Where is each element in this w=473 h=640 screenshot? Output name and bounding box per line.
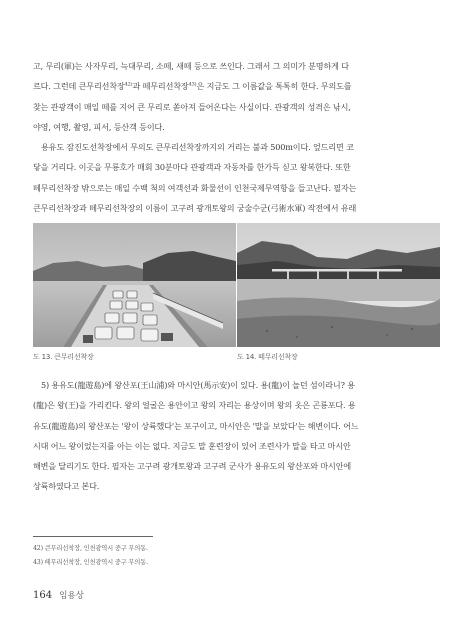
page-footer	[33, 589, 84, 601]
text-line: 해변을 달리기도 한다. 필자는 고구려 광개토왕과 고구려 군사가 용유도의 왕산포와 마시안에	[33, 461, 352, 472]
text-line: 시대 어느 왕이었는지를 아는 이는 없다. 지금도 말 훈련장이 있어 조련사가 말을 타고 마시안	[33, 440, 351, 451]
text-line: 닿을 거리다. 이곳을 무룡호가 매회 30분마다 관광객과 자동차를 한가득 싣고 왕복한다. 또한	[33, 162, 351, 173]
text-line: 르다. 그런데 큰무리선착장$^{42)}$과 떼무리선착장$^{43)}$은 지금도 그 이름값을 톡톡히 한다. 무의도를	[33, 81, 352, 92]
text-line: 떼무리선착장 밖으로는 매일 수백 척의 여객선과 화물선이 인천국제무역항을 들고난다. 필자는	[33, 182, 357, 193]
text-line: 찾는 관광객이 매일 떼를 지어 큰 무리로 쏟아져 들어온다는 사실이다. 관광객의 성격은 낚시,	[33, 101, 351, 112]
running-head: 임용상	[59, 591, 84, 601]
figure-13-caption: 도 13. 큰무리선착장	[33, 353, 94, 361]
tidal-flat-bridge-image	[237, 223, 440, 347]
footnote-marker[interactable]: 43)	[188, 81, 197, 88]
page-number: 164	[33, 590, 53, 601]
text-line: 용유도 잠진도선착장에서 무의도 큰무리선착장까지의 거리는 불과 500m이다. 엎드리면 코	[41, 142, 354, 152]
text-line: 고, 무리(軍)는 사자무리, 늑대무리, 소떼, 새떼 등으로 쓰인다. 그래서 그 의미가 분명하게 다	[33, 61, 349, 71]
text-line: 5) 용유도(龍遊島)에 왕산포(王山浦)와 마시안(馬示安)이 있다. 용(龍)이 놀던 섬이라니? 용	[41, 380, 355, 390]
ferry-deck-image	[33, 223, 236, 347]
body-paragraph-3	[33, 375, 441, 497]
text-line: 큰무리선착장과 떼무리선착장의 이름이 고구려 광개토왕의 궁술수군(弓術水軍) 작전에서 유래	[33, 202, 357, 213]
footnote-42: 42) 큰무리선착장, 인천광역시 중구 무의동.	[33, 545, 148, 552]
footnote-divider	[33, 536, 153, 537]
text-line: 야영, 여행, 촬영, 피서, 등산객 등이다.	[33, 121, 165, 132]
text-line: 상륙하였다고 본다.	[33, 481, 100, 492]
figure-14-caption: 도 14. 떼무리선착장	[237, 353, 298, 361]
text-line: 유도(龍遊島)의 왕산포는 '왕이 상륙했다'는 포구이고, 마시안은 '말을 보았다'는 해변이다. 어느	[33, 420, 359, 431]
body-paragraph-1	[33, 56, 441, 137]
figure-14-photo	[237, 223, 440, 347]
figure-13-photo	[33, 223, 236, 347]
text-line: (龍)은 왕(王)을 가리킨다. 왕의 얼굴은 용안이고 왕의 자리는 용상이며 왕의 옷은 곤룡포다. 용	[33, 400, 356, 411]
footnote-marker[interactable]: 42)	[124, 81, 133, 88]
footnote-43: 43) 떼무리선착장, 인천광역시 중구 무의동.	[33, 559, 148, 566]
